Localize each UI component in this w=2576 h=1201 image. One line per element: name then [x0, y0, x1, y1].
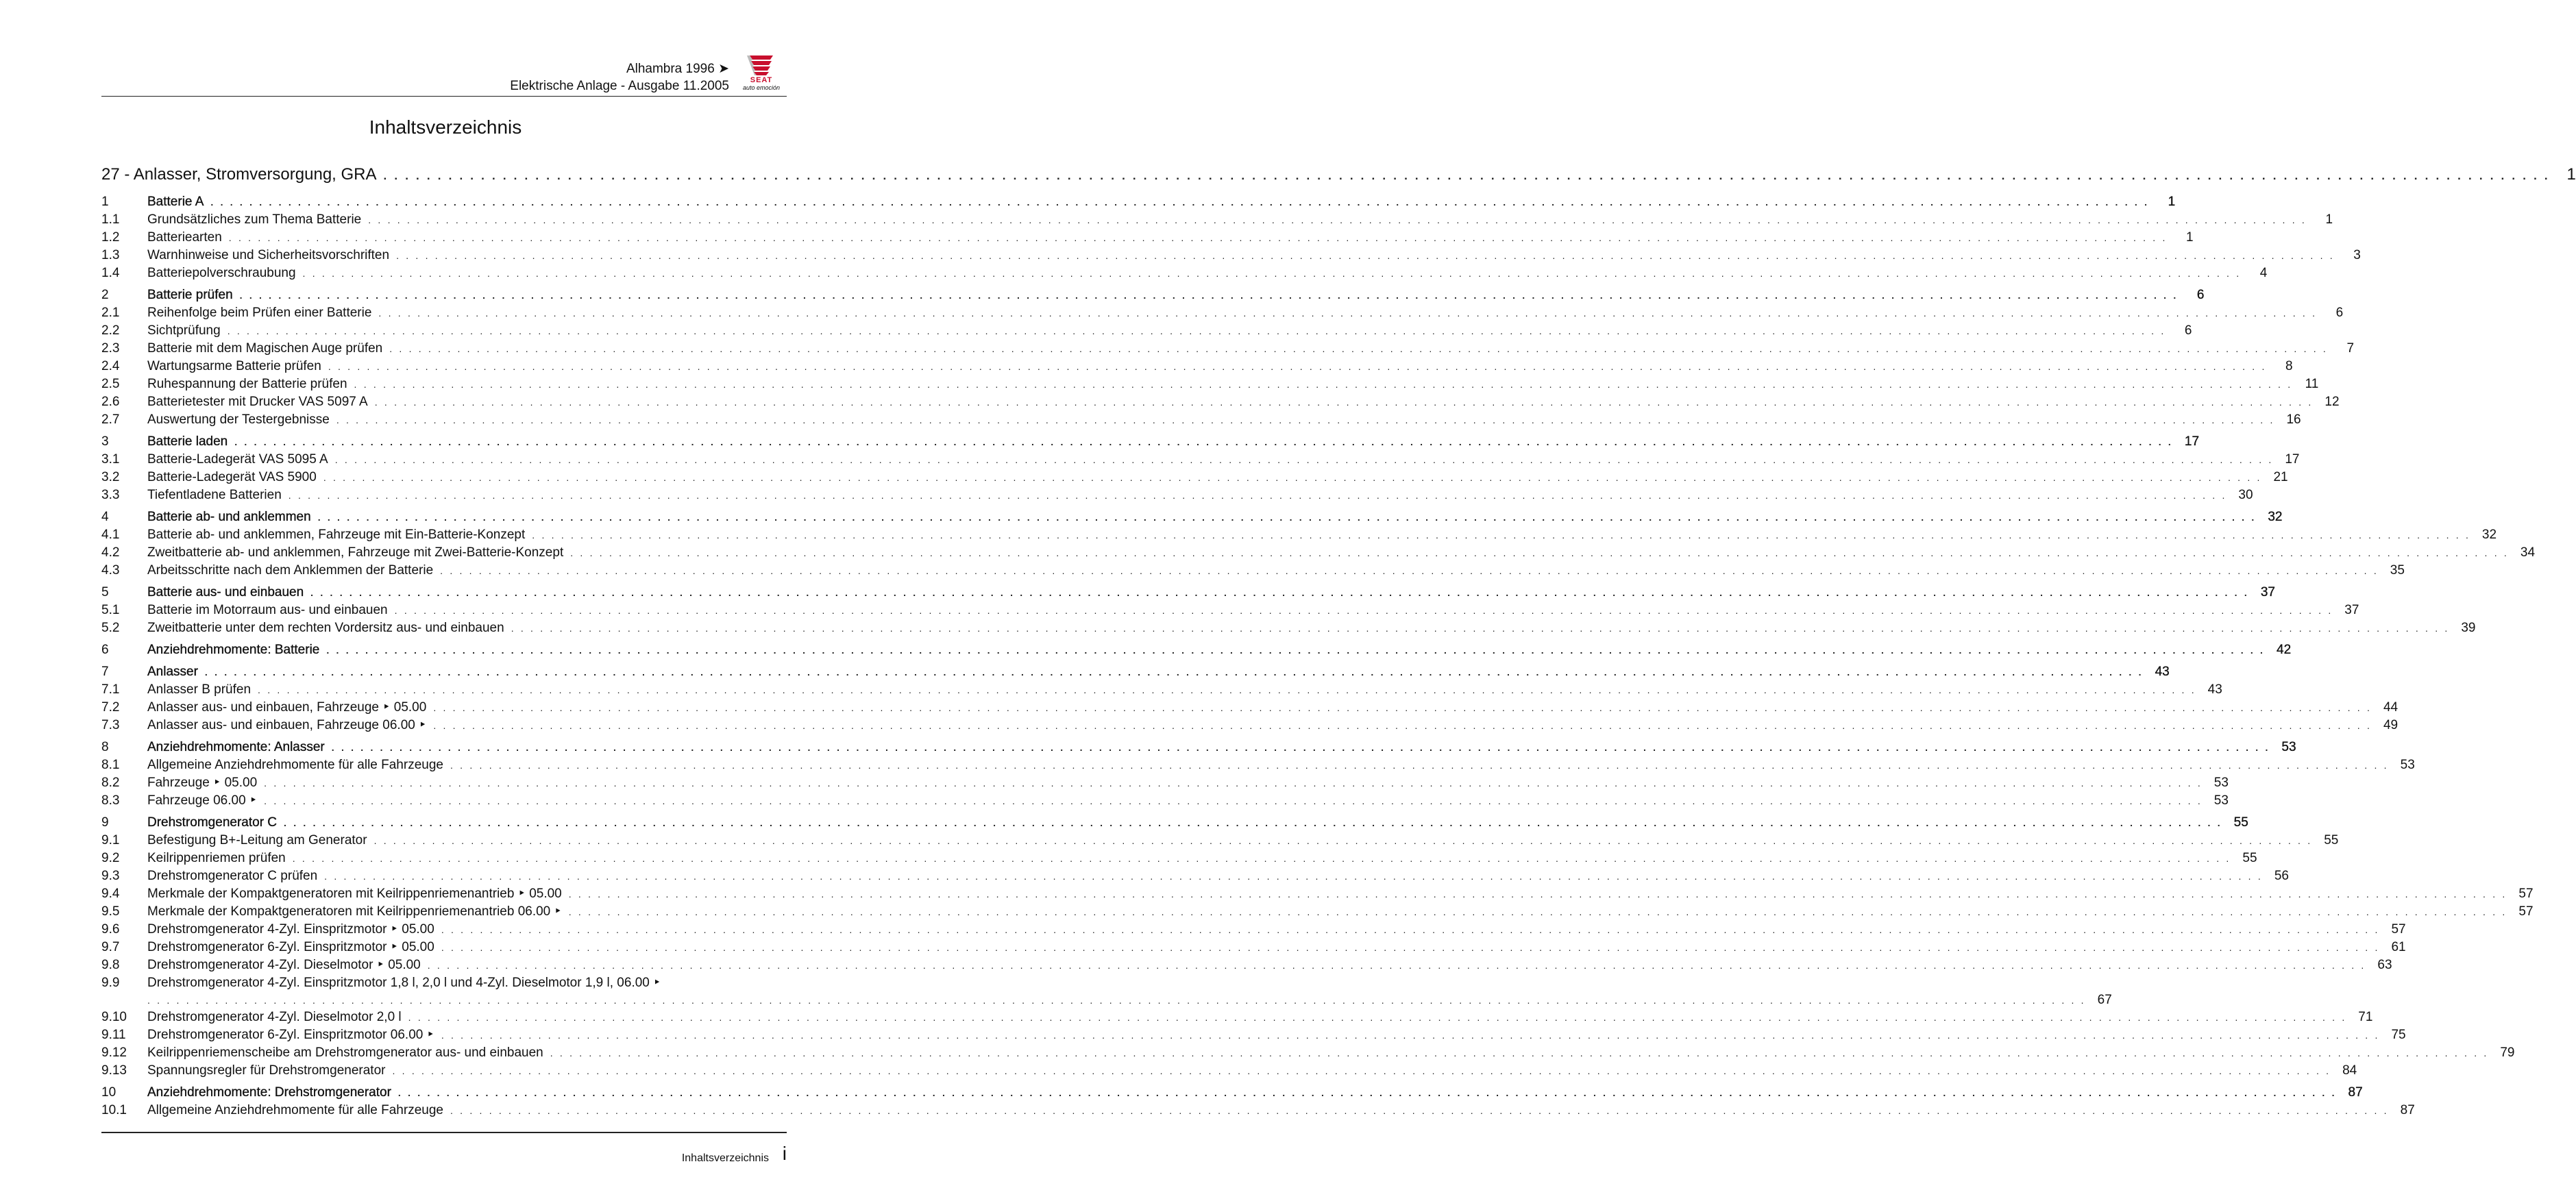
toc-item[interactable] [101, 1044, 2515, 1062]
toc-number: 9.1 [101, 833, 120, 847]
toc-dot-leader: . . . . . . . . . . . . . . . . . . . . . . . . . . . . . . . . . . . . . . . . . . . . . . . . . . . . . . . . . . . . . . . . . . . . . . . . . . . . . . . . . . . . . . . . . . . . . . . . . . . . . . . . . . . . . . . . . . . . . . . . . . . . . . . . . . . . . . . . . . . . . . . . . . . . . . . . . . . . . . . . . . . . . . . . . . . . . . . . . . . . . . . . . . . . . . . . . . . . . . . . [441, 1030, 2380, 1041]
toc-page-number: 71 [2358, 1010, 2373, 1024]
toc-page-number: 55 [2233, 815, 2248, 830]
toc-title: Auswertung der Testergebnisse [147, 412, 330, 427]
toc-dot-leader: . . . . . . . . . . . . . . . . . . . . . . . . . . . . . . . . . . . . . . . . . . . . . . . . . . . . . . . . . . . . . . . . . . . . . . . . . . . . . . . . . . . . . . . . . . . . . . . . . . . . . . . . . . . . . . . . . . . . . . . . . . . . . . . . . . . . . . . . . . . . . . . . . . . . . . . . . . . . . . . . . . . . . . . . . . . . . . . . . . . . . . . . . . . . . . . . . . . . . . . . [433, 702, 2372, 713]
footer-rule [101, 1132, 787, 1133]
footer-label: Inhaltsverzeichnis [681, 1152, 769, 1164]
toc-item[interactable] [101, 562, 2405, 580]
toc-item[interactable] [101, 411, 2301, 429]
toc-item[interactable] [101, 756, 2415, 774]
toc-title: Anziehdrehmomente: Anlasser [147, 740, 325, 754]
toc-title: Drehstromgenerator 4-Zyl. Dieselmotor 2,0 l [147, 1010, 402, 1024]
toc-page-number: 57 [2518, 887, 2534, 901]
toc-dot-leader: . . . . . . . . . . . . . . . . . . . . . . . . . . . . . . . . . . . . . . . . . . . . . . . . . . . . . . . . . . . . . . . . . . . . . . . . . . . . . . . . . . . . . . . . . . . . . . . . . . . . . . . . . . . . . . . . . . . . . . . . . . . . . . . . . . . . . . . . . . . . . . . . . . . . . . . . . . . . . . . . . . . . . . . . . . . . . . . . . . . . . . . . . . . . . . . . . . . . . . . . [450, 760, 2389, 771]
toc-section[interactable] [101, 641, 2292, 659]
toc-item[interactable] [101, 1008, 2373, 1026]
toc-page-number: 6 [2335, 306, 2344, 320]
toc-number: 3.2 [101, 470, 120, 484]
toc-title: Merkmale der Kompaktgeneratoren mit Keilrippenriemenantrieb ‣ 05.00 [147, 887, 562, 901]
toc-title: Batteriepolverschraubung [147, 266, 296, 280]
toc-title: Drehstromgenerator 4-Zyl. Einspritzmotor 1,8 l, 2,0 l und 4-Zyl. Dieselmotor 1,9 l, 06.00 ‣ [147, 976, 661, 990]
toc-page-number: 32 [2481, 528, 2497, 542]
toc-dot-leader: . . . . . . . . . . . . . . . . . . . . . . . . . . . . . . . . . . . . . . . . . . . . . . . . . . . . . . . . . . . . . . . . . . . . . . . . . . . . . . . . . . . . . . . . . . . . . . . . . . . . . . . . . . . . . . . . . . . . . . . . . . . . . . . . . . . . . . . . . . . . . . . . . . . . . . . . . . . . . . . . . . . . . . . . . . . . . . . . . . . . . . . . . . . . . . . . . . . . . . . . [239, 290, 2179, 301]
toc-dot-leader: . . . . . . . . . . . . . . . . . . . . . . . . . . . . . . . . . . . . . . . . . . . . . . . . . . . . . . . . . . . . . . . . . . . . . . . . . . . . . . . . . . . . . . . . . . . . . . . . . . . . . . . . . . . . . . . . . . . . . . . . . . . . . . . . . . . . . . . . . . . . . . . . . . . . . . . . . . . . . . . . . . . . . . . . . . . . . . . . . . . . . . . . . . . . . . . . . . . . . . . . [396, 250, 2335, 261]
toc-page-number: 34 [2520, 545, 2536, 560]
toc-number: 7.2 [101, 700, 120, 715]
toc-title: Drehstromgenerator C [147, 815, 278, 830]
toc-title: Anlasser [147, 665, 198, 679]
toc-title: Batterie-Ladegerät VAS 5900 [147, 470, 317, 484]
toc-title: Arbeitsschritte nach dem Anklemmen der Batterie [147, 563, 434, 578]
toc-page-number: 79 [2500, 1045, 2515, 1060]
toc-title: Fahrzeuge ‣ 05.00 [147, 776, 258, 790]
toc-item[interactable] [101, 544, 2536, 562]
page-header [101, 53, 787, 97]
toc-number: 9.5 [101, 904, 120, 919]
toc-item[interactable] [101, 358, 2293, 375]
toc-item[interactable] [101, 602, 2359, 619]
toc-item[interactable] [101, 956, 2392, 974]
toc-number: 9.12 [101, 1045, 127, 1060]
toc-number: 9.6 [101, 922, 120, 937]
toc-item[interactable] [101, 885, 2534, 903]
toc-dot-leader: . . . . . . . . . . . . . . . . . . . . . . . . . . . . . . . . . . . . . . . . . . . . . . . . . . . . . . . . . . . . . . . . . . . . . . . . . . . . . . . . . . . . . . . . . . . . . . . . . . . . . . . . . . . . . . . . . . . . . . . . . . . . . . . . . . . . . . . . . . . . . . . . . . . . . . . . . . . . . . . . . . . . . . . . . . . . . . . . . . . . . . . . . . . . . . . . . . . . . . . . [284, 817, 2222, 828]
table-of-contents [101, 162, 2576, 1119]
toc-page-number: 30 [2238, 488, 2253, 502]
toc-item[interactable] [101, 1102, 2415, 1119]
toc-title: Anlasser B prüfen [147, 682, 252, 697]
toc-number: 1.4 [101, 266, 120, 280]
toc-title: Zweitbatterie ab- und anklemmen, Fahrzeuge mit Zwei-Batterie-Konzept [147, 545, 564, 560]
toc-item[interactable] [101, 619, 2476, 637]
toc-dot-leader: . . . . . . . . . . . . . . . . . . . . . . . . . . . . . . . . . . . . . . . . . . . . . . . . . . . . . . . . . . . . . . . . . . . . . . . . . . . . . . . . . . . . . . . . . . . . . . . . . . . . . . . . . . . . . . . . . . . . . . . . . . . . . . . . . . . . . . . . . . . . . . . . . . . . . . . . . . . . . . . . . . . . . . . . . . . . . . . . . . . . . . . . . . . . . . . . . . . . . . . . [288, 490, 2227, 501]
toc-dot-leader: . . . . . . . . . . . . . . . . . . . . . . . . . . . . . . . . . . . . . . . . . . . . . . . . . . . . . . . . . . . . . . . . . . . . . . . . . . . . . . . . . . . . . . . . . . . . . . . . . . . . . . . . . . . . . . . . . . . . . . . . . . . . . . . . . . . . . . . . . . . . . . . . . . . . . . . . . . . . . . . . . . . . . . . . . . . . . . . . . . . . . . . . . . . . . . . . . . . . . . . . [317, 512, 2257, 523]
toc-dot-leader: . . . . . . . . . . . . . . . . . . . . . . . . . . . . . . . . . . . . . . . . . . . . . . . . . . . . . . . . . . . . . . . . . . . . . . . . . . . . . . . . . . . . . . . . . . . . . . . . . . . . . . . . . . . . . . . . . . . . . . . . . . . . . . . . . . . . . . . . . . . . . . . . . . . . . . . . . . . . . . . . . . . . . . . . . . . . . . . . . . . . . . . . . . . . . . . . . . . . . . . . [408, 1012, 2347, 1023]
toc-number: 9 [101, 815, 109, 830]
footer-page-number: i [782, 1143, 787, 1164]
toc-dot-leader: . . . . . . . . . . . . . . . . . . . . . . . . . . . . . . . . . . . . . . . . . . . . . . . . . . . . . . . . . . . . . . . . . . . . . . . . . . . . . . . . . . . . . . . . . . . . . . . . . . . . . . . . . . . . . . . . . . . . . . . . . . . . . . . . . . . . . . . . . . . . . . . . . . . . . . . . . . . . . . . . . . . . . . . . . . . . . . . . . . . . . . . . . . . . . . . . . . . . . . . . [378, 308, 2318, 319]
toc-title: Tiefentladene Batterien [147, 488, 282, 502]
toc-section[interactable] [101, 1084, 2363, 1102]
toc-dot-leader: . . . . . . . . . . . . . . . . . . . . . . . . . . . . . . . . . . . . . . . . . . . . . . . . . . . . . . . . . . . . . . . . . . . . . . . . . . . . . . . . . . . . . . . . . . . . . . . . . . . . . . . . . . . . . . . . . . . . . . . . . . . . . . . . . . . . . . . . . . . . . . . . . . . . . . . . . . . . . . . . . . . . . . . . . . . . . . . . . . . . . . . . . . . . . . . . . . . . . . . . [328, 361, 2267, 372]
toc-title: Ruhespannung der Batterie prüfen [147, 377, 347, 391]
toc-item[interactable] [101, 526, 2497, 544]
toc-number: 3.1 [101, 452, 120, 467]
logo-slogan: auto emoción [742, 84, 781, 91]
toc-title: Sichtprüfung [147, 323, 221, 338]
toc-section[interactable] [101, 814, 2248, 832]
toc-page-number: 44 [2383, 700, 2399, 715]
toc-page-number: 6 [2184, 323, 2192, 338]
toc-number: 5.2 [101, 621, 120, 635]
toc-number: 3 [101, 434, 109, 449]
toc-page-number: 6 [2196, 288, 2205, 302]
toc-dot-leader: . . . . . . . . . . . . . . . . . . . . . . . . . . . . . . . . . . . . . . . . . . . . . . . . . . . . . . . . . . . . . . . . . . . . . . . . . . . . . . . . . . . . . . . . . . . . . . . . . . . . . . . . . . . . . . . . . . . . . . . . . . . . . . . . . . . . . . . . . . . . . . . . . . . . . . . . . . . . . . . . . . . . . . . . . . . . . . . . . . . . . . . . . . . . . . . . . . . . . . . . [292, 853, 2231, 864]
toc-dot-leader: . . . . . . . . . . . . . . . . . . . . . . . . . . . . . . . . . . . . . . . . . . . . . . . . . . . . . . . . . . . . . . . . . . . . . . . . . . . . . . . . . . . . . . . . . . . . . . . . . . . . . . . . . . . . . . . . . . . . . . . . . . . . . . . . . . . . . . . . . . . . . . . . . . . . . . . . . . . . . . . . . . . . . . . . . . . . . . . . . . . . . . . . . . . . . . . . . . . . . . . . [323, 472, 2262, 483]
toc-page-number: 67 [2097, 993, 2112, 1007]
toc-item[interactable] [101, 247, 2361, 264]
toc-page-number: 49 [2383, 718, 2399, 732]
header-subtitle: Elektrische Anlage - Ausgabe 11.2005 [510, 79, 729, 93]
toc-page-number: 53 [2213, 776, 2229, 790]
toc-number: 8.3 [101, 793, 120, 808]
toc-item[interactable] [101, 792, 2229, 810]
toc-dot-leader: . . . . . . . . . . . . . . . . . . . . . . . . . . . . . . . . . . . . . . . . . . . . . . . . . . . . . . . . . . . . . . . . . . . . . . . . . . . . . . . . . . . . . . . . . . . . . . . . . . . . . . . . . . . . . . . . . . . . . . . . . . . . . . . . . . . . . . . . . . . . . . . . . . . . . . . . . . . . . . . . . . . . . . . . . . . . . . . . . . . . . . . . . . . . . . . . . . . . . . . . [373, 835, 2313, 846]
toc-number: 7.3 [101, 718, 120, 732]
toc-number: 7.1 [101, 682, 120, 697]
toc-title: Batteriearten [147, 230, 222, 245]
toc-number: 5 [101, 585, 109, 599]
toc-item[interactable] [101, 322, 2192, 340]
toc-title: Batterie aus- und einbauen [147, 585, 304, 599]
toc-page-number: 32 [2268, 510, 2283, 524]
toc-item[interactable] [101, 903, 2534, 921]
toc-dot-leader: . . . . . . . . . . . . . . . . . . . . . . . . . . . . . . . . . . . . . . . . . . . . . . . . . . . . . . . . . . . . . . . . . . . . . . . . . . . . . . . . . . . . . . . . . . . . . . . . . . . . . . . . . . . . . . . . . . . . . . . . . . . . . . . . . . . . . . . . . . . . . . . . . . . . . . . . . . . . . . . . . . . . . . . . . . . . . . . . . . . . . . . . . . . . . . . . . . . . . . . . [302, 268, 2242, 279]
toc-page-number: 75 [2391, 1028, 2406, 1042]
toc-title: Batterie prüfen [147, 288, 233, 302]
toc-dot-leader: . . . . . . . . . . . . . . . . . . . . . . . . . . . . . . . . . . . . . . . . . . . . . . . . . . . . . . . . . . . . . . . . . . . . . . . . . . . . . . . . . . . . . . . . . . . . . . . . . . . . . . . . . . . . . . . . . . . . . . . . . . . . . . . . . . . . . . . . . . . . . . . . . . . . . . . . . . . . . . . . . . . . . . . . . . . . . . . . . . . . . . . . . . . . . . . . . . . . . . . . [147, 995, 2086, 1006]
toc-dot-leader: . . . . . . . . . . . . . . . . . . . . . . . . . . . . . . . . . . . . . . . . . . . . . . . . . . . . . . . . . . . . . . . . . . . . . . . . . . . . . . . . . . . . . . . . . . . . . . . . . . . . . . . . . . . . . . . . . . . . . . . . . . . . . . . . . . . . . . . . . . . . . . . . . . . . . . . . . . . . . . . . . . . . . . . . . . . . . . . . . . . . . . . . . . . . . . . . . . . . . . . . [392, 1065, 2331, 1076]
toc-number: 9.11 [101, 1028, 126, 1042]
toc-number: 2.7 [101, 412, 120, 427]
toc-section[interactable] [101, 508, 2283, 526]
toc-item[interactable] [101, 850, 2257, 867]
toc-dot-leader: . . . . . . . . . . . . . . . . . . . . . . . . . . . . . . . . . . . . . . . . . . . . . . . . . . . . . . . . . . . . . . . . . . . . . . . . . . . . . . . . . . . . . . . . . . . . . . . . . . . . . . . . . . . . . . . . . . . . . . . . . . . . . . . . . . . . . . . . . . . . . . . . . . . . . . . . . . . . . . . . . . . . . . . . . . . . . . . . . . . . . . . . . . . . . . . . . . . . . . . . [368, 214, 2307, 225]
toc-item[interactable] [101, 939, 2406, 956]
toc-chapter-page: 1 [2566, 165, 2576, 184]
toc-page-number: 4 [2259, 266, 2268, 280]
toc-number: 2.2 [101, 323, 120, 338]
toc-dot-leader: . . . . . . . . . . . . . . . . . . . . . . . . . . . . . . . . . . . . . . . . . . . . . . . . . . . . . . . . . . . . . . . . . . . . . . . . . . . . . . . . . . . . . . . . . . . . . . . . . . . . . . . . . . . . . . . . . . . . . . . . . . . . . . . . . . . . . . . . . . . . . . . . . . . . . . . . . . . . . . . . . . . . . . . . . . . . . . . . . . . . . . . . . . . . . . . . . . . . . . . . [570, 547, 2510, 558]
toc-item[interactable] [101, 1062, 2357, 1080]
toc-title: Drehstromgenerator 4-Zyl. Einspritzmotor ‣ 05.00 [147, 922, 434, 937]
toc-number: 9.10 [101, 1010, 127, 1024]
toc-page-number: 57 [2391, 922, 2406, 937]
toc-item[interactable] [101, 717, 2399, 734]
toc-page-number: 57 [2518, 904, 2534, 919]
toc-dot-leader: . . . . . . . . . . . . . . . . . . . . . . . . . . . . . . . . . . . . . . . . . . . . . . . . . . . . . . . . . . . . . . . . . . . . . . . . . . . . . . . . . . . . . . . . . . . . . . . . . . . . . . . . . . . . . . . . . . . . . . . . . . . . . . . . . . . . . . . . . . . . . . . . . . . . . . . . . . . . . . . . . . . . . . . . . . . . . . . . . . . . . . . . . . . . . . . . . . . . . . . . [383, 169, 2550, 182]
toc-number: 9.13 [101, 1063, 127, 1078]
toc-title: Batterie ab- und anklemmen, Fahrzeuge mit Ein-Batterie-Konzept [147, 528, 526, 542]
toc-dot-leader: . . . . . . . . . . . . . . . . . . . . . . . . . . . . . . . . . . . . . . . . . . . . . . . . . . . . . . . . . . . . . . . . . . . . . . . . . . . . . . . . . . . . . . . . . . . . . . . . . . . . . . . . . . . . . . . . . . . . . . . . . . . . . . . . . . . . . . . . . . . . . . . . . . . . . . . . . . . . . . . . . . . . . . . . . . . . . . . . . . . . . . . . . . . . . . . . . . . . . . . . [450, 1105, 2389, 1116]
toc-dot-leader: . . . . . . . . . . . . . . . . . . . . . . . . . . . . . . . . . . . . . . . . . . . . . . . . . . . . . . . . . . . . . . . . . . . . . . . . . . . . . . . . . . . . . . . . . . . . . . . . . . . . . . . . . . . . . . . . . . . . . . . . . . . . . . . . . . . . . . . . . . . . . . . . . . . . . . . . . . . . . . . . . . . . . . . . . . . . . . . . . . . . . . . . . . . . . . . . . . . . . . . . [258, 684, 2196, 695]
toc-page-number: 53 [2400, 758, 2415, 772]
toc-item[interactable] [101, 867, 2289, 885]
toc-page-number: 39 [2461, 621, 2476, 635]
toc-dot-leader: . . . . . . . . . . . . . . . . . . . . . . . . . . . . . . . . . . . . . . . . . . . . . . . . . . . . . . . . . . . . . . . . . . . . . . . . . . . . . . . . . . . . . . . . . . . . . . . . . . . . . . . . . . . . . . . . . . . . . . . . . . . . . . . . . . . . . . . . . . . . . . . . . . . . . . . . . . . . . . . . . . . . . . . . . . . . . . . . . . . . . . . . . . . . . . . . . . . . . . . . [441, 924, 2380, 935]
toc-page-number: 35 [2390, 563, 2405, 578]
toc-title: Batterie im Motorraum aus- und einbauen [147, 603, 388, 617]
toc-item[interactable] [101, 304, 2344, 322]
toc-title: Batterie ab- und anklemmen [147, 510, 311, 524]
toc-page-number: 56 [2274, 869, 2289, 883]
toc-dot-leader: . . . . . . . . . . . . . . . . . . . . . . . . . . . . . . . . . . . . . . . . . . . . . . . . . . . . . . . . . . . . . . . . . . . . . . . . . . . . . . . . . . . . . . . . . . . . . . . . . . . . . . . . . . . . . . . . . . . . . . . . . . . . . . . . . . . . . . . . . . . . . . . . . . . . . . . . . . . . . . . . . . . . . . . . . . . . . . . . . . . . . . . . . . . . . . . . . . . . . . . . [397, 1087, 2337, 1098]
toc-item[interactable] [101, 393, 2340, 411]
toc-title: Keilrippenriemenscheibe am Drehstromgenerator aus- und einbauen [147, 1045, 543, 1060]
toc-number: 8.1 [101, 758, 120, 772]
toc-number: 9.9 [101, 976, 120, 990]
toc-title: Anlasser aus- und einbauen, Fahrzeuge 06.00 ‣ [147, 718, 427, 732]
toc-number: 2.6 [101, 395, 120, 409]
toc-number: 2.1 [101, 306, 120, 320]
toc-title: Batterie-Ladegerät VAS 5095 A [147, 452, 328, 467]
toc-chapter-title: 27 - Anlasser, Stromversorgung, GRA [101, 165, 377, 184]
toc-page-number: 1 [2168, 195, 2176, 209]
toc-dot-leader: . . . . . . . . . . . . . . . . . . . . . . . . . . . . . . . . . . . . . . . . . . . . . . . . . . . . . . . . . . . . . . . . . . . . . . . . . . . . . . . . . . . . . . . . . . . . . . . . . . . . . . . . . . . . . . . . . . . . . . . . . . . . . . . . . . . . . . . . . . . . . . . . . . . . . . . . . . . . . . . . . . . . . . . . . . . . . . . . . . . . . . . . . . . . . . . . . . . . . . . . [334, 454, 2274, 465]
toc-dot-leader: . . . . . . . . . . . . . . . . . . . . . . . . . . . . . . . . . . . . . . . . . . . . . . . . . . . . . . . . . . . . . . . . . . . . . . . . . . . . . . . . . . . . . . . . . . . . . . . . . . . . . . . . . . . . . . . . . . . . . . . . . . . . . . . . . . . . . . . . . . . . . . . . . . . . . . . . . . . . . . . . . . . . . . . . . . . . . . . . . . . . . . . . . . . . . . . . . . . . . . . . [227, 325, 2166, 336]
toc-section[interactable] [101, 663, 2170, 681]
toc-item[interactable] [101, 211, 2333, 229]
toc-dot-leader: . . . . . . . . . . . . . . . . . . . . . . . . . . . . . . . . . . . . . . . . . . . . . . . . . . . . . . . . . . . . . . . . . . . . . . . . . . . . . . . . . . . . . . . . . . . . . . . . . . . . . . . . . . . . . . . . . . . . . . . . . . . . . . . . . . . . . . . . . . . . . . . . . . . . . . . . . . . . . . . . . . . . . . . . . . . . . . . . . . . . . . . . . . . . . . . . . . . . . . . . [234, 436, 2174, 447]
toc-number: 10.1 [101, 1103, 127, 1117]
toc-page-number: 11 [2305, 377, 2319, 391]
toc-page-number: 17 [2285, 452, 2300, 467]
toc-item[interactable] [101, 451, 2300, 469]
toc-section[interactable] [101, 433, 2200, 451]
toc-title: Allgemeine Anziehdrehmomente für alle Fahrzeuge [147, 1103, 443, 1117]
logo-brand: SEAT [750, 76, 773, 84]
toc-dot-leader: . . . . . . . . . . . . . . . . . . . . . . . . . . . . . . . . . . . . . . . . . . . . . . . . . . . . . . . . . . . . . . . . . . . . . . . . . . . . . . . . . . . . . . . . . . . . . . . . . . . . . . . . . . . . . . . . . . . . . . . . . . . . . . . . . . . . . . . . . . . . . . . . . . . . . . . . . . . . . . . . . . . . . . . . . . . . . . . . . . . . . . . . . . . . . . . . . . . . . . . . [354, 379, 2293, 390]
toc-number: 4.3 [101, 563, 120, 578]
toc-page-number: 84 [2342, 1063, 2357, 1078]
toc-dot-leader: . . . . . . . . . . . . . . . . . . . . . . . . . . . . . . . . . . . . . . . . . . . . . . . . . . . . . . . . . . . . . . . . . . . . . . . . . . . . . . . . . . . . . . . . . . . . . . . . . . . . . . . . . . . . . . . . . . . . . . . . . . . . . . . . . . . . . . . . . . . . . . . . . . . . . . . . . . . . . . . . . . . . . . . . . . . . . . . . . . . . . . . . . . . . . . . . . . . . . . . . [568, 906, 2507, 917]
toc-page-number: 1 [2325, 212, 2333, 227]
toc-title: Warnhinweise und Sicherheitsvorschriften [147, 248, 390, 262]
toc-title: Zweitbatterie unter dem rechten Vordersitz aus- und einbauen [147, 621, 504, 635]
header-text [510, 60, 729, 95]
toc-page-number: 1 [2186, 230, 2194, 245]
toc-dot-leader: . . . . . . . . . . . . . . . . . . . . . . . . . . . . . . . . . . . . . . . . . . . . . . . . . . . . . . . . . . . . . . . . . . . . . . . . . . . . . . . . . . . . . . . . . . . . . . . . . . . . . . . . . . . . . . . . . . . . . . . . . . . . . . . . . . . . . . . . . . . . . . . . . . . . . . . . . . . . . . . . . . . . . . . . . . . . . . . . . . . . . . . . . . . . . . . . . . . . . . . . [427, 960, 2366, 971]
toc-number: 1.3 [101, 248, 120, 262]
toc-page-number: 17 [2184, 434, 2200, 449]
toc-title: Batterie mit dem Magischen Auge prüfen [147, 341, 383, 356]
toc-title: Keilrippenriemen prüfen [147, 851, 286, 865]
toc-dot-leader: . . . . . . . . . . . . . . . . . . . . . . . . . . . . . . . . . . . . . . . . . . . . . . . . . . . . . . . . . . . . . . . . . . . . . . . . . . . . . . . . . . . . . . . . . . . . . . . . . . . . . . . . . . . . . . . . . . . . . . . . . . . . . . . . . . . . . . . . . . . . . . . . . . . . . . . . . . . . . . . . . . . . . . . . . . . . . . . . . . . . . . . . . . . . . . . . . . . . . . . . [394, 605, 2333, 616]
toc-page-number: 53 [2281, 740, 2296, 754]
toc-number: 4.2 [101, 545, 120, 560]
toc-title: Drehstromgenerator 6-Zyl. Einspritzmotor 06.00 ‣ [147, 1028, 434, 1042]
toc-number: 2 [101, 288, 109, 302]
toc-page-number: 37 [2344, 603, 2359, 617]
toc-dot-leader: . . . . . . . . . . . . . . . . . . . . . . . . . . . . . . . . . . . . . . . . . . . . . . . . . . . . . . . . . . . . . . . . . . . . . . . . . . . . . . . . . . . . . . . . . . . . . . . . . . . . . . . . . . . . . . . . . . . . . . . . . . . . . . . . . . . . . . . . . . . . . . . . . . . . . . . . . . . . . . . . . . . . . . . . . . . . . . . . . . . . . . . . . . . . . . . . . . . . . . . . [310, 587, 2249, 598]
header-model: Alhambra 1996 ➤ [626, 62, 729, 76]
toc-title: Drehstromgenerator 4-Zyl. Dieselmotor ‣ 05.00 [147, 958, 421, 972]
toc-item[interactable] [101, 486, 2253, 504]
toc-title: Spannungsregler für Drehstromgenerator [147, 1063, 386, 1078]
toc-item[interactable] [101, 1026, 2406, 1044]
toc-title: Fahrzeuge 06.00 ‣ [147, 793, 258, 808]
toc-page-number: 55 [2242, 851, 2257, 865]
toc-section[interactable] [101, 286, 2205, 304]
toc-title: Drehstromgenerator C prüfen [147, 869, 318, 883]
toc-number: 8.2 [101, 776, 120, 790]
toc-item[interactable] [101, 375, 2319, 393]
toc-item[interactable] [101, 264, 2268, 282]
toc-page-number: 53 [2213, 793, 2229, 808]
toc-dot-leader: . . . . . . . . . . . . . . . . . . . . . . . . . . . . . . . . . . . . . . . . . . . . . . . . . . . . . . . . . . . . . . . . . . . . . . . . . . . . . . . . . . . . . . . . . . . . . . . . . . . . . . . . . . . . . . . . . . . . . . . . . . . . . . . . . . . . . . . . . . . . . . . . . . . . . . . . . . . . . . . . . . . . . . . . . . . . . . . . . . . . . . . . . . . . . . . . . . . . . . . . [374, 397, 2314, 408]
toc-page-number: 63 [2377, 958, 2392, 972]
toc-number: 9.3 [101, 869, 120, 883]
toc-title: Wartungsarme Batterie prüfen [147, 359, 321, 373]
toc-dot-leader: . . . . . . . . . . . . . . . . . . . . . . . . . . . . . . . . . . . . . . . . . . . . . . . . . . . . . . . . . . . . . . . . . . . . . . . . . . . . . . . . . . . . . . . . . . . . . . . . . . . . . . . . . . . . . . . . . . . . . . . . . . . . . . . . . . . . . . . . . . . . . . . . . . . . . . . . . . . . . . . . . . . . . . . . . . . . . . . . . . . . . . . . . . . . . . . . . . . . . . . . [204, 667, 2144, 678]
toc-dot-leader: . . . . . . . . . . . . . . . . . . . . . . . . . . . . . . . . . . . . . . . . . . . . . . . . . . . . . . . . . . . . . . . . . . . . . . . . . . . . . . . . . . . . . . . . . . . . . . . . . . . . . . . . . . . . . . . . . . . . . . . . . . . . . . . . . . . . . . . . . . . . . . . . . . . . . . . . . . . . . . . . . . . . . . . . . . . . . . . . . . . . . . . . . . . . . . . . . . . . . . . . [264, 795, 2203, 806]
toc-title: Reihenfolge beim Prüfen einer Batterie [147, 306, 372, 320]
toc-title: Anlasser aus- und einbauen, Fahrzeuge ‣ 05.00 [147, 700, 427, 715]
toc-dot-leader: . . . . . . . . . . . . . . . . . . . . . . . . . . . . . . . . . . . . . . . . . . . . . . . . . . . . . . . . . . . . . . . . . . . . . . . . . . . . . . . . . . . . . . . . . . . . . . . . . . . . . . . . . . . . . . . . . . . . . . . . . . . . . . . . . . . . . . . . . . . . . . . . . . . . . . . . . . . . . . . . . . . . . . . . . . . . . . . . . . . . . . . . . . . . . . . . . . . . . . . . [440, 565, 2379, 576]
toc-title: Batterie laden [147, 434, 228, 449]
toc-item[interactable] [101, 774, 2229, 792]
header-rule [101, 96, 787, 97]
toc-number: 9.7 [101, 940, 120, 954]
toc-number: 1.2 [101, 230, 120, 245]
toc-number: 9.4 [101, 887, 120, 901]
toc-title: Anziehdrehmomente: Batterie [147, 643, 320, 657]
toc-item[interactable] [101, 921, 2406, 939]
toc-dot-leader: . . . . . . . . . . . . . . . . . . . . . . . . . . . . . . . . . . . . . . . . . . . . . . . . . . . . . . . . . . . . . . . . . . . . . . . . . . . . . . . . . . . . . . . . . . . . . . . . . . . . . . . . . . . . . . . . . . . . . . . . . . . . . . . . . . . . . . . . . . . . . . . . . . . . . . . . . . . . . . . . . . . . . . . . . . . . . . . . . . . . . . . . . . . . . . . . . . . . . . . . [331, 742, 2270, 753]
toc-item[interactable] [101, 974, 2112, 1008]
toc-number: 2.3 [101, 341, 120, 356]
toc-title: Merkmale der Kompaktgeneratoren mit Keilrippenriemenantrieb 06.00 ‣ [147, 904, 562, 919]
toc-section[interactable] [101, 739, 2296, 756]
toc-page-number: 61 [2391, 940, 2406, 954]
toc-dot-leader: . . . . . . . . . . . . . . . . . . . . . . . . . . . . . . . . . . . . . . . . . . . . . . . . . . . . . . . . . . . . . . . . . . . . . . . . . . . . . . . . . . . . . . . . . . . . . . . . . . . . . . . . . . . . . . . . . . . . . . . . . . . . . . . . . . . . . . . . . . . . . . . . . . . . . . . . . . . . . . . . . . . . . . . . . . . . . . . . . . . . . . . . . . . . . . . . . . . . . . . . [511, 623, 2450, 634]
toc-number: 4 [101, 510, 109, 524]
toc-page-number: 7 [2346, 341, 2355, 356]
toc-title: Anziehdrehmomente: Drehstromgenerator [147, 1085, 391, 1100]
toc-section[interactable] [101, 193, 2176, 211]
toc-item[interactable] [101, 832, 2339, 850]
toc-number: 1.1 [101, 212, 120, 227]
toc-number: 3.3 [101, 488, 120, 502]
toc-title: Batterie A [147, 195, 204, 209]
toc-number: 8 [101, 740, 109, 754]
toc-number: 4.1 [101, 528, 120, 542]
toc-chapter[interactable] [101, 162, 2576, 189]
page-title: Inhaltsverzeichnis [369, 116, 522, 138]
toc-number: 5.1 [101, 603, 120, 617]
toc-number: 9.8 [101, 958, 120, 972]
toc-dot-leader: . . . . . . . . . . . . . . . . . . . . . . . . . . . . . . . . . . . . . . . . . . . . . . . . . . . . . . . . . . . . . . . . . . . . . . . . . . . . . . . . . . . . . . . . . . . . . . . . . . . . . . . . . . . . . . . . . . . . . . . . . . . . . . . . . . . . . . . . . . . . . . . . . . . . . . . . . . . . . . . . . . . . . . . . . . . . . . . . . . . . . . . . . . . . . . . . . . . . . . . . [389, 343, 2329, 354]
toc-item[interactable] [101, 340, 2355, 358]
toc-page-number: 42 [2277, 643, 2292, 657]
toc-page-number: 43 [2207, 682, 2222, 697]
toc-number: 9.2 [101, 851, 120, 865]
page-footer [101, 1132, 787, 1173]
toc-page-number: 12 [2324, 395, 2340, 409]
toc-dot-leader: . . . . . . . . . . . . . . . . . . . . . . . . . . . . . . . . . . . . . . . . . . . . . . . . . . . . . . . . . . . . . . . . . . . . . . . . . . . . . . . . . . . . . . . . . . . . . . . . . . . . . . . . . . . . . . . . . . . . . . . . . . . . . . . . . . . . . . . . . . . . . . . . . . . . . . . . . . . . . . . . . . . . . . . . . . . . . . . . . . . . . . . . . . . . . . . . . . . . . . . . [228, 232, 2168, 243]
toc-number: 2.4 [101, 359, 120, 373]
toc-page-number: 37 [2260, 585, 2275, 599]
toc-page-number: 43 [2155, 665, 2170, 679]
toc-item[interactable] [101, 699, 2399, 717]
toc-dot-leader: . . . . . . . . . . . . . . . . . . . . . . . . . . . . . . . . . . . . . . . . . . . . . . . . . . . . . . . . . . . . . . . . . . . . . . . . . . . . . . . . . . . . . . . . . . . . . . . . . . . . . . . . . . . . . . . . . . . . . . . . . . . . . . . . . . . . . . . . . . . . . . . . . . . . . . . . . . . . . . . . . . . . . . . . . . . . . . . . . . . . . . . . . . . . . . . . . . . . . . . . [433, 720, 2372, 731]
seat-logo [736, 53, 787, 89]
toc-item[interactable] [101, 469, 2288, 486]
toc-dot-leader: . . . . . . . . . . . . . . . . . . . . . . . . . . . . . . . . . . . . . . . . . . . . . . . . . . . . . . . . . . . . . . . . . . . . . . . . . . . . . . . . . . . . . . . . . . . . . . . . . . . . . . . . . . . . . . . . . . . . . . . . . . . . . . . . . . . . . . . . . . . . . . . . . . . . . . . . . . . . . . . . . . . . . . . . . . . . . . . . . . . . . . . . . . . . . . . . . . . . . . . . [550, 1048, 2489, 1058]
toc-dot-leader: . . . . . . . . . . . . . . . . . . . . . . . . . . . . . . . . . . . . . . . . . . . . . . . . . . . . . . . . . . . . . . . . . . . . . . . . . . . . . . . . . . . . . . . . . . . . . . . . . . . . . . . . . . . . . . . . . . . . . . . . . . . . . . . . . . . . . . . . . . . . . . . . . . . . . . . . . . . . . . . . . . . . . . . . . . . . . . . . . . . . . . . . . . . . . . . . . . . . . . . . [568, 889, 2507, 900]
toc-number: 6 [101, 643, 109, 657]
toc-page-number: 8 [2285, 359, 2293, 373]
toc-dot-leader: . . . . . . . . . . . . . . . . . . . . . . . . . . . . . . . . . . . . . . . . . . . . . . . . . . . . . . . . . . . . . . . . . . . . . . . . . . . . . . . . . . . . . . . . . . . . . . . . . . . . . . . . . . . . . . . . . . . . . . . . . . . . . . . . . . . . . . . . . . . . . . . . . . . . . . . . . . . . . . . . . . . . . . . . . . . . . . . . . . . . . . . . . . . . . . . . . . . . . . . . [264, 778, 2203, 789]
toc-dot-leader: . . . . . . . . . . . . . . . . . . . . . . . . . . . . . . . . . . . . . . . . . . . . . . . . . . . . . . . . . . . . . . . . . . . . . . . . . . . . . . . . . . . . . . . . . . . . . . . . . . . . . . . . . . . . . . . . . . . . . . . . . . . . . . . . . . . . . . . . . . . . . . . . . . . . . . . . . . . . . . . . . . . . . . . . . . . . . . . . . . . . . . . . . . . . . . . . . . . . . . . . [326, 645, 2266, 656]
toc-page-number: 21 [2273, 470, 2288, 484]
toc-item[interactable] [101, 229, 2194, 247]
toc-number: 2.5 [101, 377, 120, 391]
toc-dot-leader: . . . . . . . . . . . . . . . . . . . . . . . . . . . . . . . . . . . . . . . . . . . . . . . . . . . . . . . . . . . . . . . . . . . . . . . . . . . . . . . . . . . . . . . . . . . . . . . . . . . . . . . . . . . . . . . . . . . . . . . . . . . . . . . . . . . . . . . . . . . . . . . . . . . . . . . . . . . . . . . . . . . . . . . . . . . . . . . . . . . . . . . . . . . . . . . . . . . . . . . . [324, 871, 2263, 882]
toc-title: Grundsätzliches zum Thema Batterie [147, 212, 362, 227]
toc-number: 1 [101, 195, 109, 209]
toc-item[interactable] [101, 681, 2222, 699]
toc-title: Befestigung B+-Leitung am Generator [147, 833, 367, 847]
toc-number: 10 [101, 1085, 116, 1100]
toc-number: 7 [101, 665, 109, 679]
toc-dot-leader: . . . . . . . . . . . . . . . . . . . . . . . . . . . . . . . . . . . . . . . . . . . . . . . . . . . . . . . . . . . . . . . . . . . . . . . . . . . . . . . . . . . . . . . . . . . . . . . . . . . . . . . . . . . . . . . . . . . . . . . . . . . . . . . . . . . . . . . . . . . . . . . . . . . . . . . . . . . . . . . . . . . . . . . . . . . . . . . . . . . . . . . . . . . . . . . . . . . . . . . . [336, 414, 2275, 425]
toc-section[interactable] [101, 584, 2275, 602]
toc-dot-leader: . . . . . . . . . . . . . . . . . . . . . . . . . . . . . . . . . . . . . . . . . . . . . . . . . . . . . . . . . . . . . . . . . . . . . . . . . . . . . . . . . . . . . . . . . . . . . . . . . . . . . . . . . . . . . . . . . . . . . . . . . . . . . . . . . . . . . . . . . . . . . . . . . . . . . . . . . . . . . . . . . . . . . . . . . . . . . . . . . . . . . . . . . . . . . . . . . . . . . . . . [441, 942, 2380, 953]
toc-dot-leader: . . . . . . . . . . . . . . . . . . . . . . . . . . . . . . . . . . . . . . . . . . . . . . . . . . . . . . . . . . . . . . . . . . . . . . . . . . . . . . . . . . . . . . . . . . . . . . . . . . . . . . . . . . . . . . . . . . . . . . . . . . . . . . . . . . . . . . . . . . . . . . . . . . . . . . . . . . . . . . . . . . . . . . . . . . . . . . . . . . . . . . . . . . . . . . . . . . . . . . . . [210, 197, 2150, 208]
toc-page-number: 3 [2353, 248, 2361, 262]
toc-title: Batterietester mit Drucker VAS 5097 A [147, 395, 368, 409]
toc-page-number: 87 [2400, 1103, 2415, 1117]
toc-title: Allgemeine Anziehdrehmomente für alle Fahrzeuge [147, 758, 443, 772]
seat-emblem-icon [736, 53, 787, 77]
toc-title: Drehstromgenerator 6-Zyl. Einspritzmotor ‣ 05.00 [147, 940, 434, 954]
toc-page-number: 55 [2324, 833, 2339, 847]
toc-dot-leader: . . . . . . . . . . . . . . . . . . . . . . . . . . . . . . . . . . . . . . . . . . . . . . . . . . . . . . . . . . . . . . . . . . . . . . . . . . . . . . . . . . . . . . . . . . . . . . . . . . . . . . . . . . . . . . . . . . . . . . . . . . . . . . . . . . . . . . . . . . . . . . . . . . . . . . . . . . . . . . . . . . . . . . . . . . . . . . . . . . . . . . . . . . . . . . . . . . . . . . . . [532, 530, 2471, 541]
toc-page-number: 87 [2348, 1085, 2363, 1100]
toc-page-number: 16 [2286, 412, 2301, 427]
